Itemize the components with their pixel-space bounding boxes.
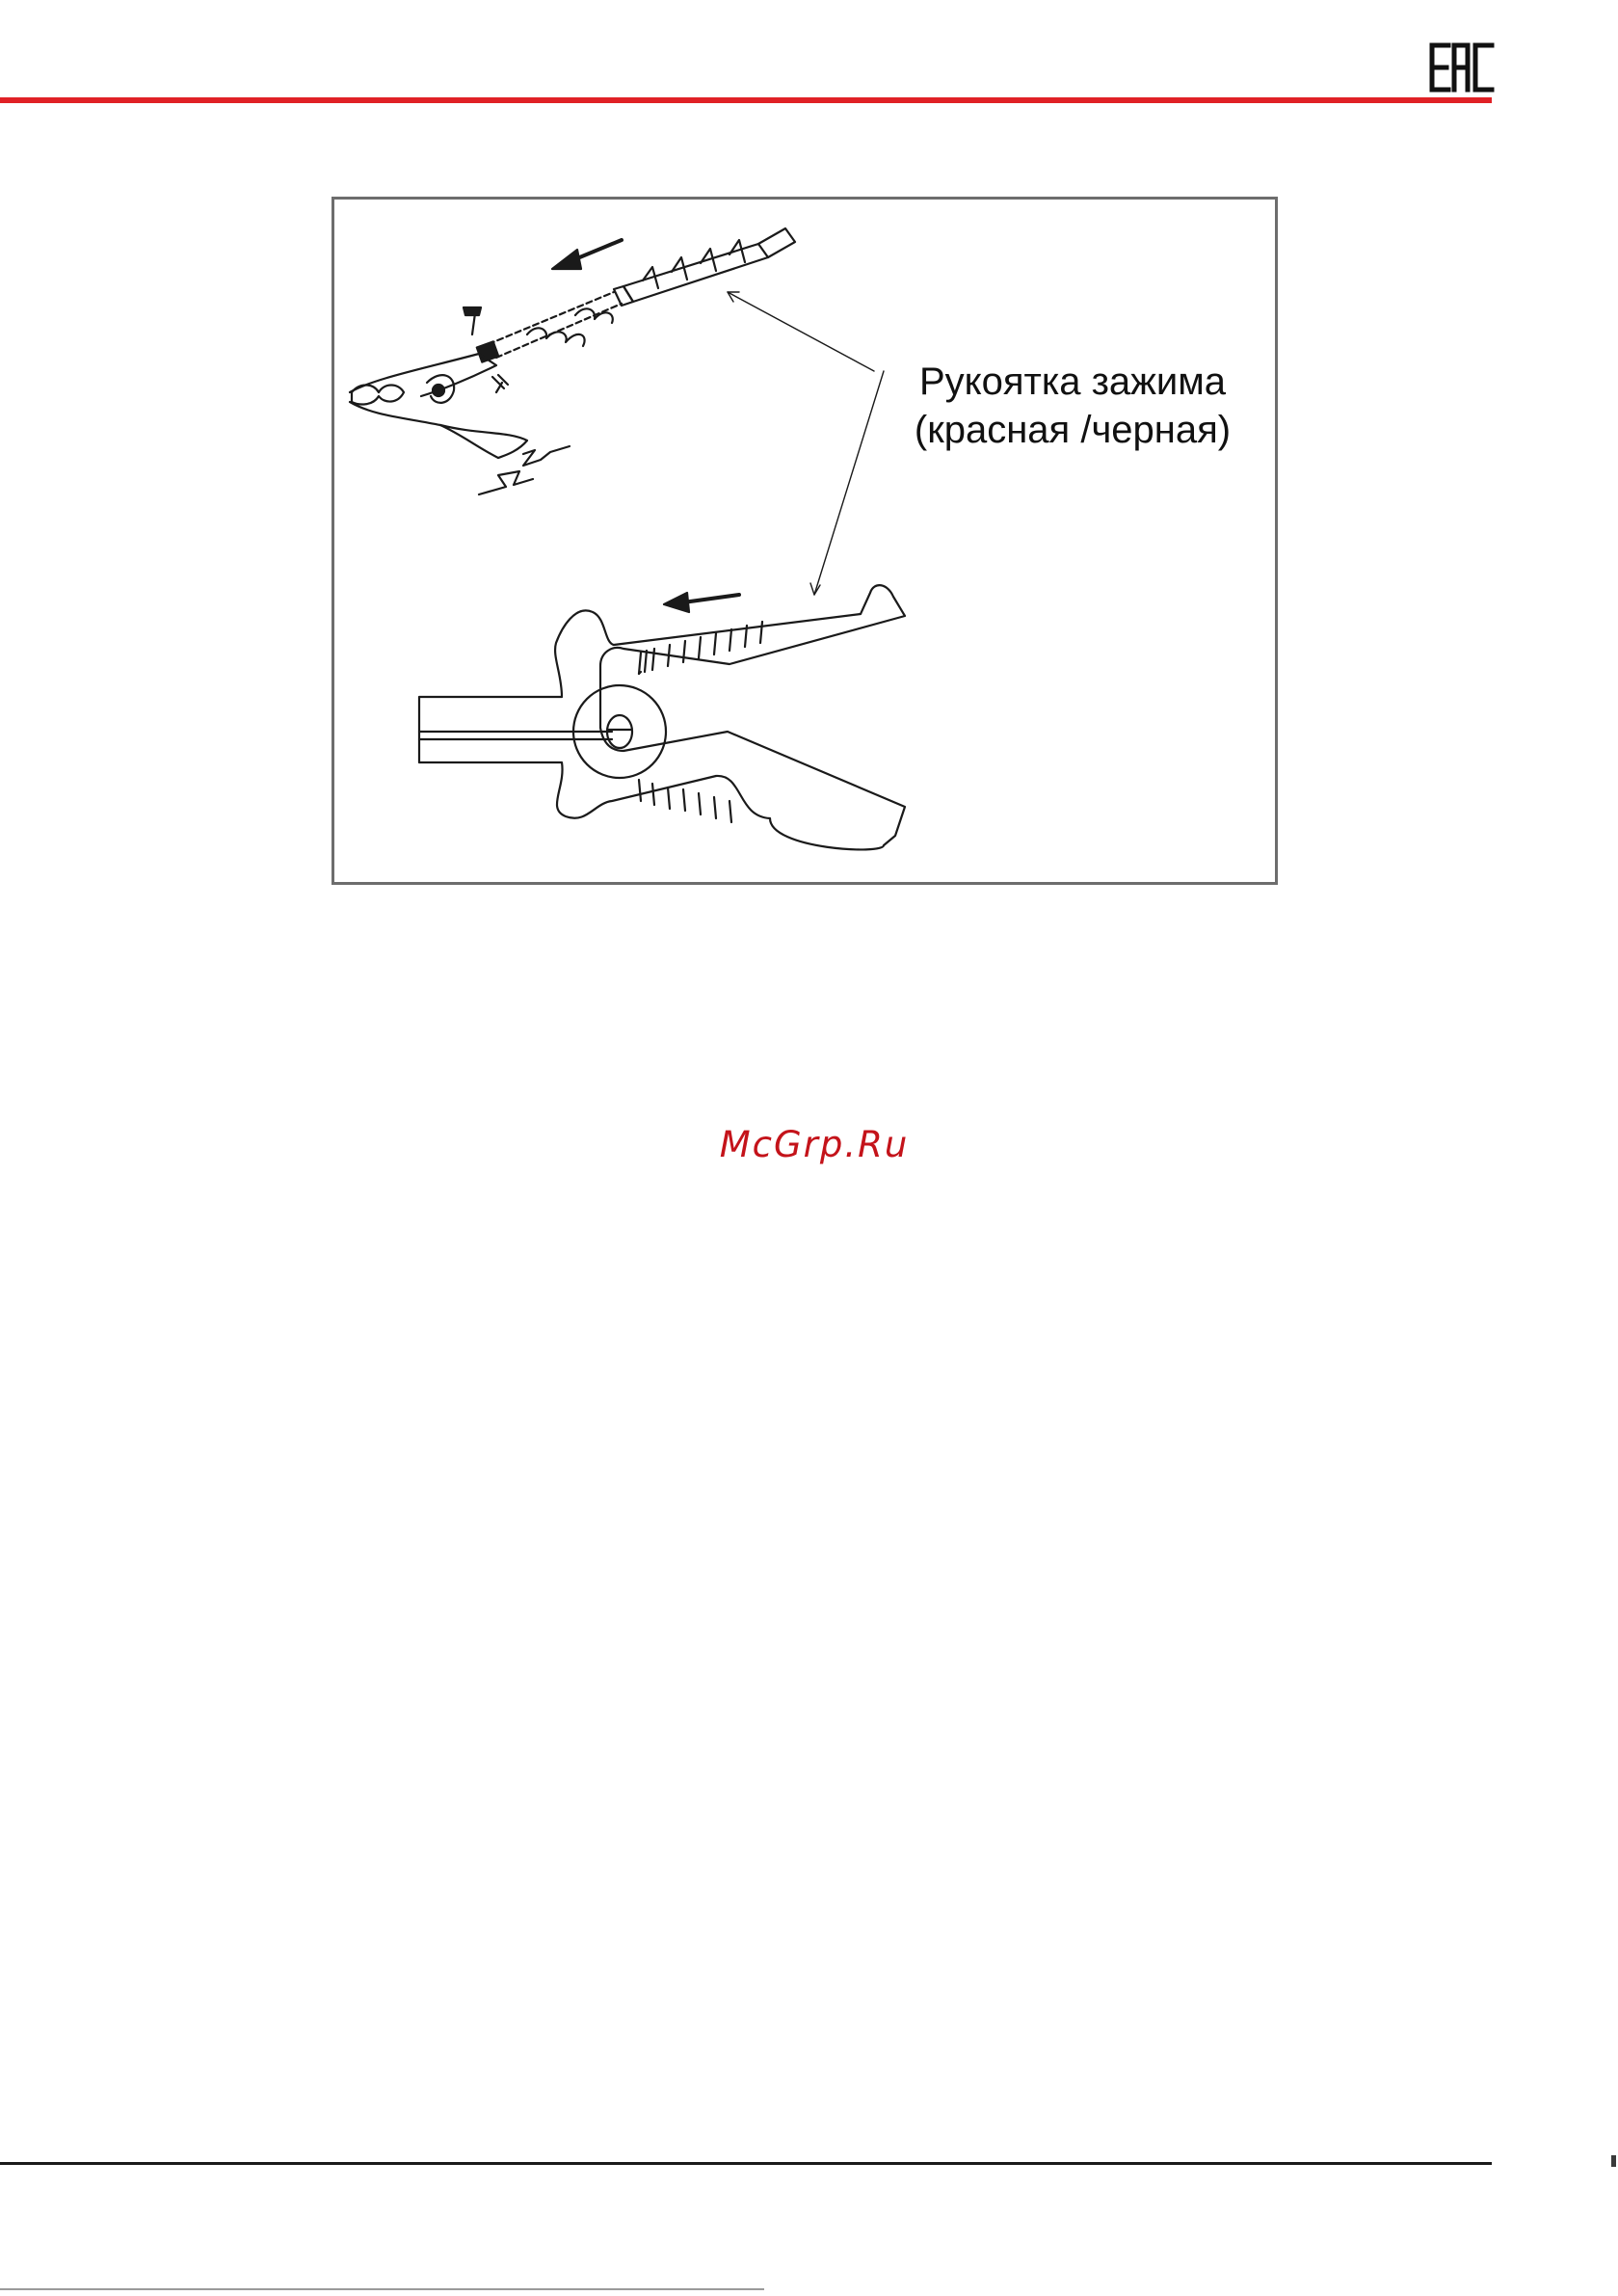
arrow-left-icon: [664, 593, 739, 612]
callout-line-2: (красная /черная): [914, 409, 1232, 451]
callout-leader-lines: [728, 292, 884, 595]
page-edge-mark: [1611, 2155, 1616, 2167]
watermark-link[interactable]: McGrp.Ru: [719, 1124, 910, 1165]
eac-certification-logo: [1429, 42, 1495, 93]
clamp-handle-figure: [332, 197, 1278, 885]
footer-hairline: [0, 2288, 764, 2290]
callout-line-1: Рукоятка зажима: [918, 360, 1227, 403]
clamp-assembly-drawing: [350, 228, 795, 494]
clamp-handle-drawing: [419, 585, 905, 849]
clamp-handle-callout: [874, 358, 1271, 454]
header-red-rule: [0, 97, 1492, 103]
clamp-illustration: [334, 200, 1275, 882]
arrow-left-icon: [552, 240, 622, 269]
footer-rule: [0, 2162, 1492, 2165]
